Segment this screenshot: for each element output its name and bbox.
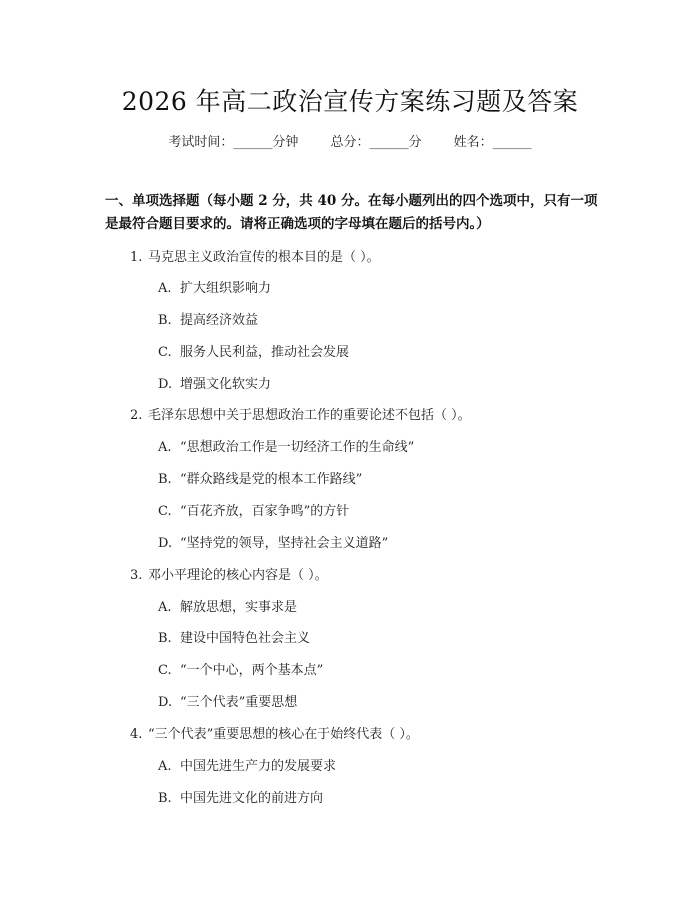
question-1-option-b <box>158 309 258 328</box>
option-letter: D. <box>158 536 173 551</box>
question-3-option-a <box>158 596 297 615</box>
question-1-option-a <box>158 277 271 296</box>
option-text: 中国先进生产力的发展要求 <box>180 759 337 774</box>
option-letter: A. <box>158 281 172 296</box>
option-letter: B. <box>158 631 172 646</box>
question-text: 邓小平理论的核心内容是（ ）。 <box>148 568 328 583</box>
option-text: “思想政治工作是一切经济工作的生命线” <box>180 440 415 455</box>
question-3 <box>130 564 328 583</box>
option-text: “三个代表”重要思想 <box>180 695 298 710</box>
question-text: 马克思主义政治宣传的根本目的是（ ）。 <box>148 250 380 265</box>
question-3-option-b <box>158 627 310 646</box>
option-text: “坚持党的领导，坚持社会主义道路” <box>180 536 389 551</box>
option-text: “群众路线是党的根本工作路线” <box>180 472 363 487</box>
question-text: “三个代表”重要思想的核心在于始终代表（ ）。 <box>148 727 419 742</box>
question-number: 4. <box>130 727 143 742</box>
option-letter: C. <box>158 663 172 678</box>
option-text: 提高经济效益 <box>180 313 259 328</box>
option-letter: B. <box>158 791 172 806</box>
section-heading: 一、单项选择题（每小题 2 分，共 40 分。在每小题列出的四个选项中，只有一项是最符合题目要求的。请将正确选项的字母填在题后的括号内。） <box>105 193 598 232</box>
question-4-option-a <box>158 755 336 774</box>
option-text: 扩大组织影响力 <box>180 281 272 296</box>
question-2-option-a <box>158 436 414 455</box>
option-text: “百花齐放，百家争鸣”的方针 <box>180 504 350 519</box>
question-text: 毛泽东思想中关于思想政治工作的重要论述不包括（ ）。 <box>148 408 471 423</box>
option-letter: B. <box>158 472 172 487</box>
question-3-option-c <box>158 659 323 678</box>
question-2-option-d <box>158 532 388 551</box>
question-2-option-c <box>158 500 349 519</box>
document-title: 2026 年高二政治宣传方案练习题及答案 <box>121 87 579 116</box>
option-letter: A. <box>158 440 172 455</box>
question-3-option-d <box>158 691 297 710</box>
option-letter: B. <box>158 313 172 328</box>
option-letter: D. <box>158 695 173 710</box>
exam-time: 考试时间：______分钟 <box>168 135 299 150</box>
option-text: 服务人民利益，推动社会发展 <box>180 345 350 360</box>
option-text: 中国先进文化的前进方向 <box>180 791 324 806</box>
exam-meta <box>0 131 700 150</box>
option-letter: D. <box>158 377 173 392</box>
question-1 <box>130 246 380 265</box>
option-letter: A. <box>158 759 172 774</box>
option-text: 解放思想，实事求是 <box>180 600 298 615</box>
total-score: 总分：______分 <box>330 135 422 150</box>
option-text: 增强文化软实力 <box>180 377 272 392</box>
question-number: 3. <box>130 568 143 583</box>
question-number: 2. <box>130 408 143 423</box>
question-2-option-b <box>158 468 362 487</box>
option-text: 建设中国特色社会主义 <box>180 631 311 646</box>
question-number: 1. <box>130 250 143 265</box>
option-letter: C. <box>158 345 172 360</box>
question-1-option-d <box>158 373 271 392</box>
option-letter: A. <box>158 600 172 615</box>
question-4 <box>130 723 419 742</box>
question-4-option-b <box>158 787 323 806</box>
option-letter: C. <box>158 504 172 519</box>
option-text: “一个中心，两个基本点” <box>180 663 324 678</box>
question-2 <box>130 404 471 423</box>
question-1-option-c <box>158 341 349 360</box>
student-name: 姓名：______ <box>453 135 532 150</box>
